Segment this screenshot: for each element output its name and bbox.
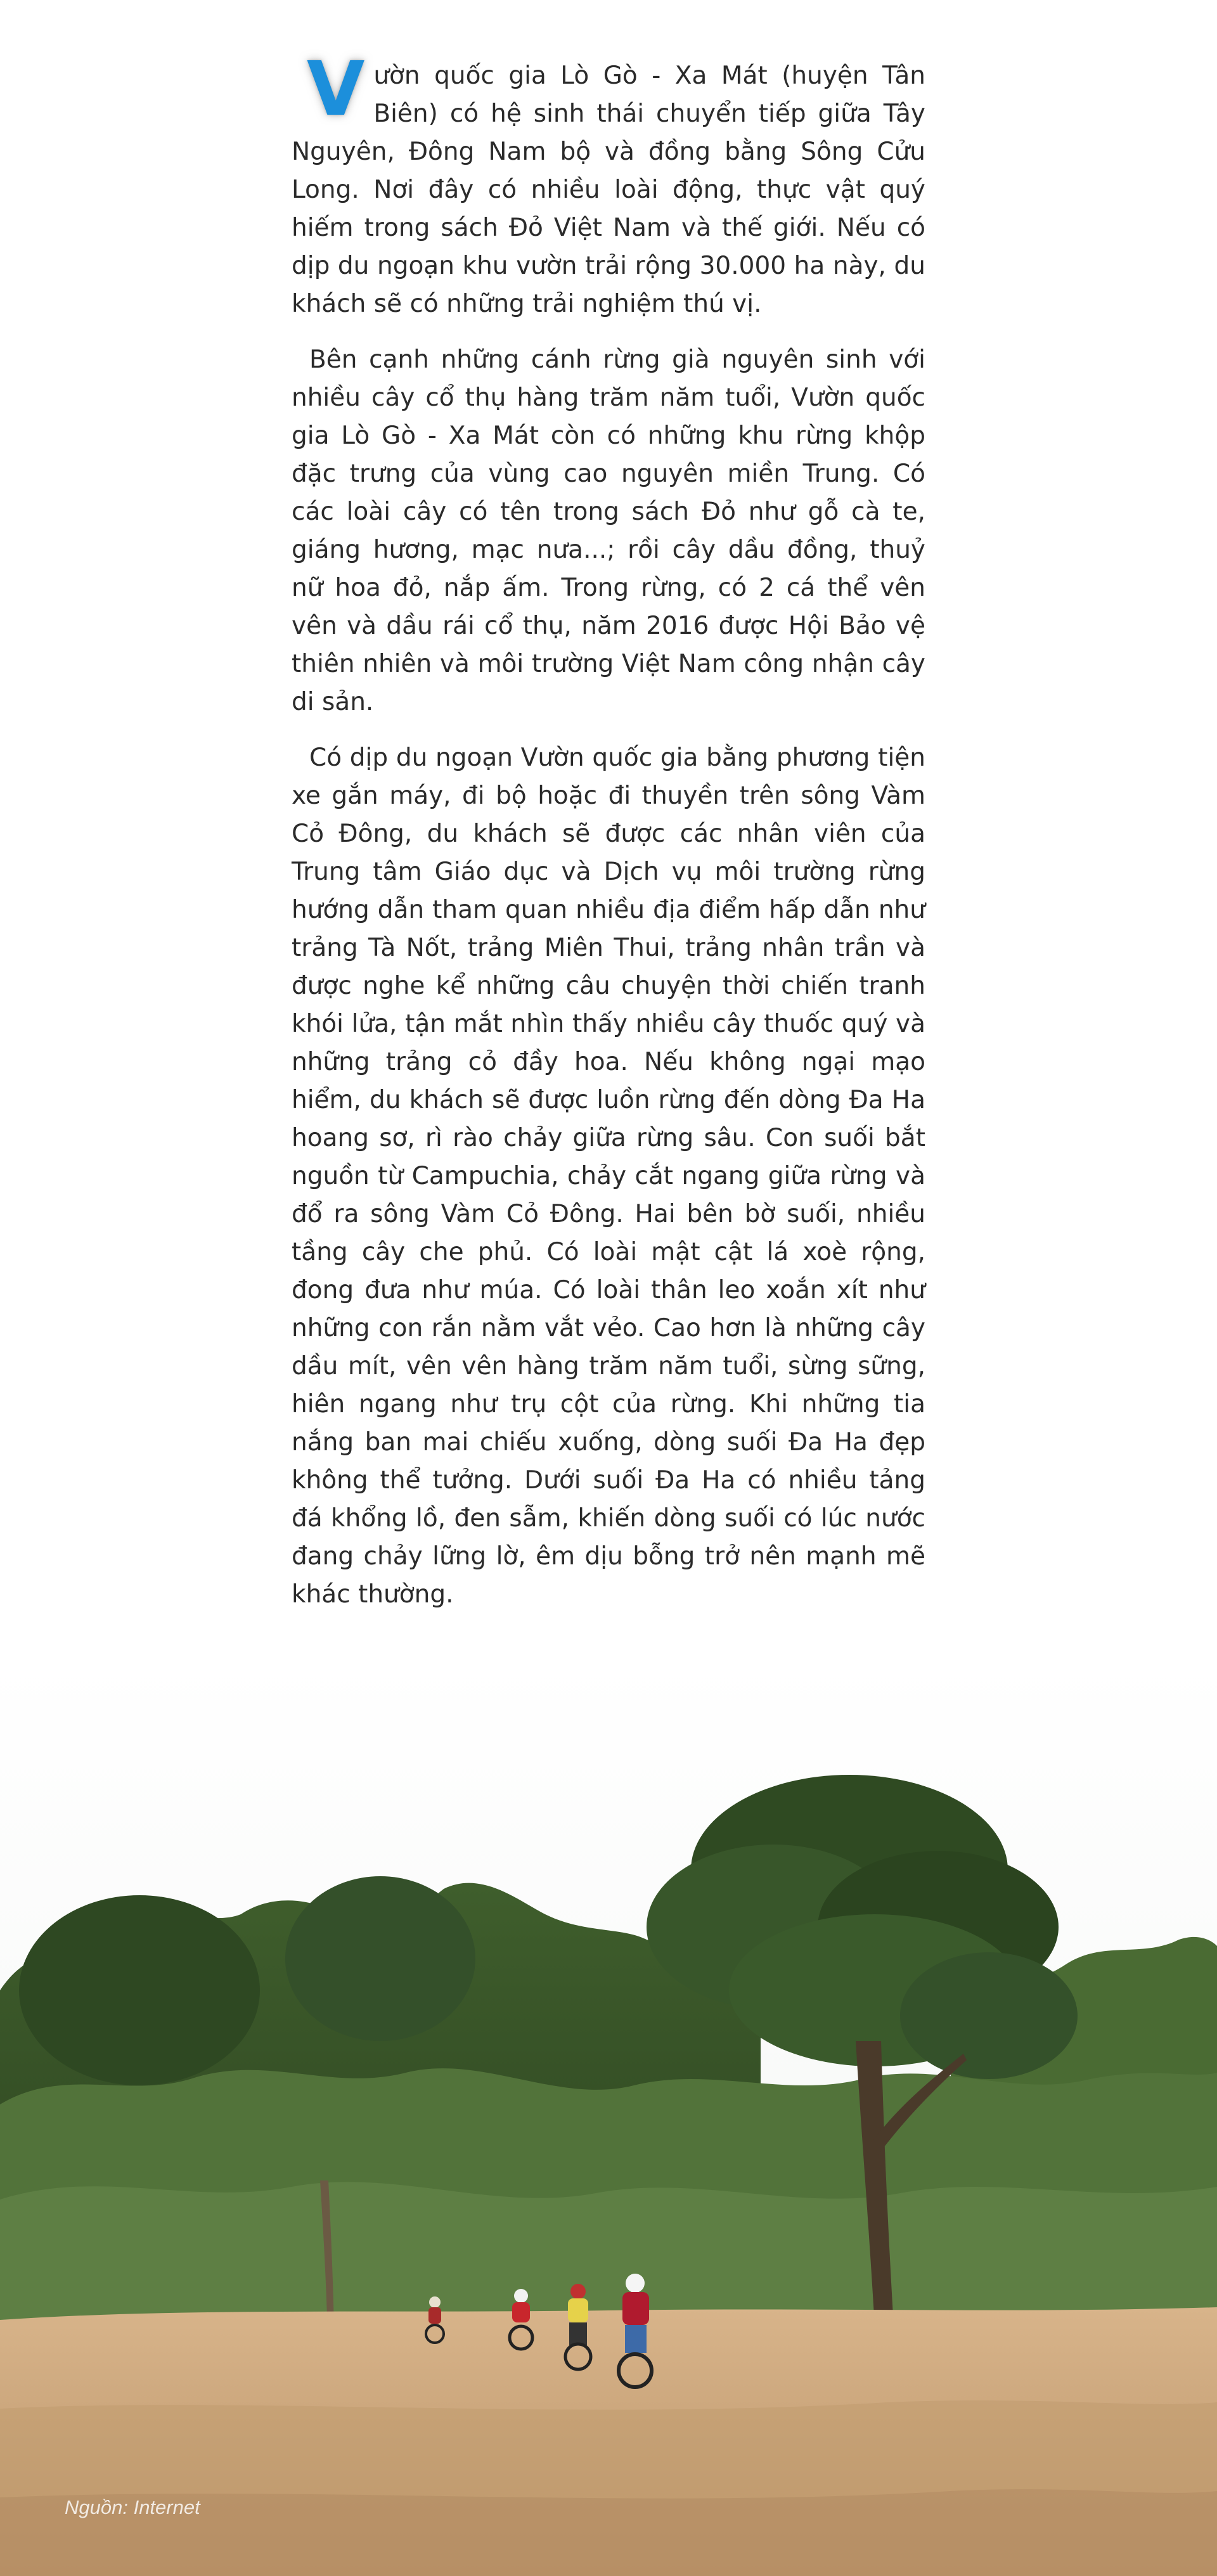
article-paragraph-1	[292, 45, 925, 323]
article-paragraph-2: Bên cạnh những cánh rừng già nguyên sinh với nhiều cây cổ thụ hàng trăm năm tuổi, Vườn quốc gia Lò Gò - Xa Mát còn có những khu rừng khộp đặc trưng của vùng cao nguyên miền Trung. Có các loài cây có tên trong sách Đỏ như gỗ cà te, giáng hương, mạc nưa...; rồi cây dầu đồng, thuỷ nữ hoa đỏ, nắp ấm. Trong rừng, có 2 cá thể vên vên và dầu rái cổ thụ, năm 2016 được Hội Bảo vệ thiên nhiên và môi trường Việt Nam công nhận cây di sản.	[292, 345, 925, 716]
grass-field	[0, 2307, 1217, 2576]
paragraph-1-text: ườn quốc gia Lò Gò - Xa Mát (huyện Tân Biên) có hệ sinh thái chuyển tiếp giữa Tây Nguyên, Đông Nam bộ và đồng bằng Sông Cửu Long. Nơi đây có nhiều loài động, thực vật quý hiếm trong sách Đỏ Việt Nam và thế giới. Nếu có dịp du ngoạn khu vườn trải rộng 30.000 ha này, du khách sẽ có những trải nghiệm thú vị.	[292, 61, 925, 318]
article-body	[292, 45, 925, 1632]
drop-cap: V	[307, 45, 365, 132]
photo-scene	[0, 1661, 1217, 2576]
forest-cycling-photo	[0, 1661, 1217, 2576]
article-paragraph-3: Có dịp du ngoạn Vườn quốc gia bằng phương tiện xe gắn máy, đi bộ hoặc đi thuyền trên sông Vàm Cỏ Đông, du khách sẽ được các nhân viên của Trung tâm Giáo dục và Dịch vụ môi trường rừng hướng dẫn tham quan nhiều địa điểm hấp dẫn như trảng Tà Nốt, trảng Miên Thui, trảng nhân trần và được nghe kể những câu chuyện thời chiến tranh khói lửa, tận mắt nhìn thấy nhiều cây thuốc quý và những trảng cỏ đầy hoa. Nếu không ngại mạo hiểm, du khách sẽ được luồn rừng đến dòng Đa Ha hoang sơ, rì rào chảy giữa rừng sâu. Con suối bắt nguồn từ Campuchia, chảy cắt ngang giữa rừng và đổ ra sông Vàm Cỏ Đông. Hai bên bờ suối, nhiều tầng cây che phủ. Có loài mật cật lá xoè rộng, đong đưa như múa. Có loài thân leo xoắn xít như những con rắn nằm vắt vẻo. Cao hơn là những cây dầu mít, vên vên hàng trăm năm tuổi, sừng sững, hiên ngang như trụ cột của rừng. Khi những tia nắng ban mai chiếu xuống, dòng suối Đa Ha đẹp không thể tưởng. Dưới suối Đa Ha có nhiều tảng đá khổng lồ, đen sẫm, khiến dòng suối có lúc nước đang chảy lững lờ, êm dịu bỗng trở nên mạnh mẽ khác thường.	[292, 744, 925, 1609]
photo-credit: Nguồn: Internet	[65, 2496, 200, 2518]
